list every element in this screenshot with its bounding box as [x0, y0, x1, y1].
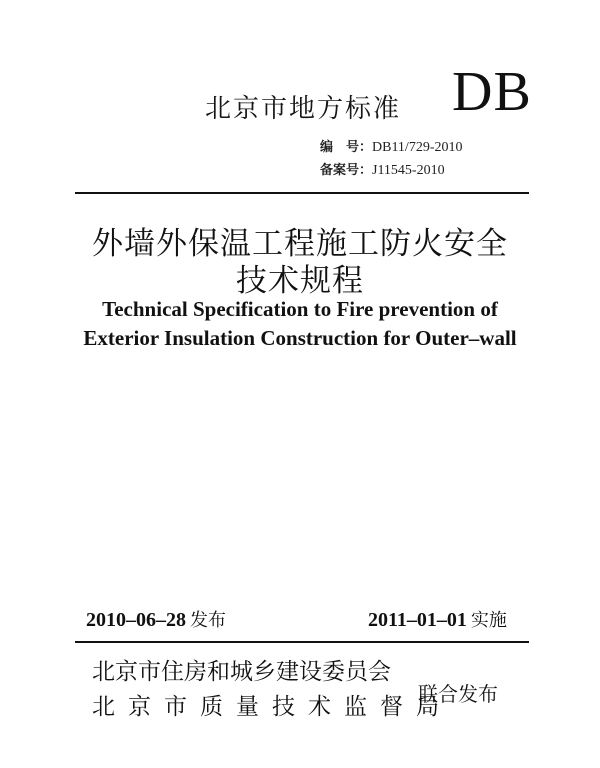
title-zh-line-2: 技术规程: [236, 263, 364, 299]
implement-date-suffix: 实施: [470, 610, 507, 631]
publish-date-value: 2010–06–28: [86, 609, 186, 631]
title-en-line-1: Technical Specification to Fire prevention of: [102, 297, 498, 321]
joint-publish-label: 联合发布: [418, 682, 498, 706]
standard-category-label: 北京市地方标准: [205, 94, 402, 124]
title-zh-line-1: 外墙外保温工程施工防火安全: [92, 226, 508, 262]
standard-number-row: [320, 136, 462, 156]
title-en-line-2: Exterior Insulation Construction for Outer–wall: [83, 326, 517, 350]
db-standard-mark: DB: [452, 61, 532, 123]
record-number-row: [320, 159, 445, 179]
standard-number-value: DB11/729-2010: [372, 140, 463, 155]
publish-date: [86, 606, 226, 632]
record-number-value: J11545-2010: [372, 163, 445, 178]
implement-date: [368, 606, 507, 632]
standard-number-label: 编 号：: [320, 140, 373, 155]
issuer-housing-commission: 北京市住房和城乡建设委员会: [92, 659, 391, 685]
bottom-divider: [75, 641, 529, 643]
top-divider: [75, 192, 529, 194]
publish-date-suffix: 发布: [190, 610, 226, 631]
record-number-label: 备案号：: [320, 163, 373, 178]
issuer-quality-bureau: 北京市质量技术监督局: [92, 694, 452, 720]
implement-date-value: 2011–01–01: [368, 609, 467, 631]
